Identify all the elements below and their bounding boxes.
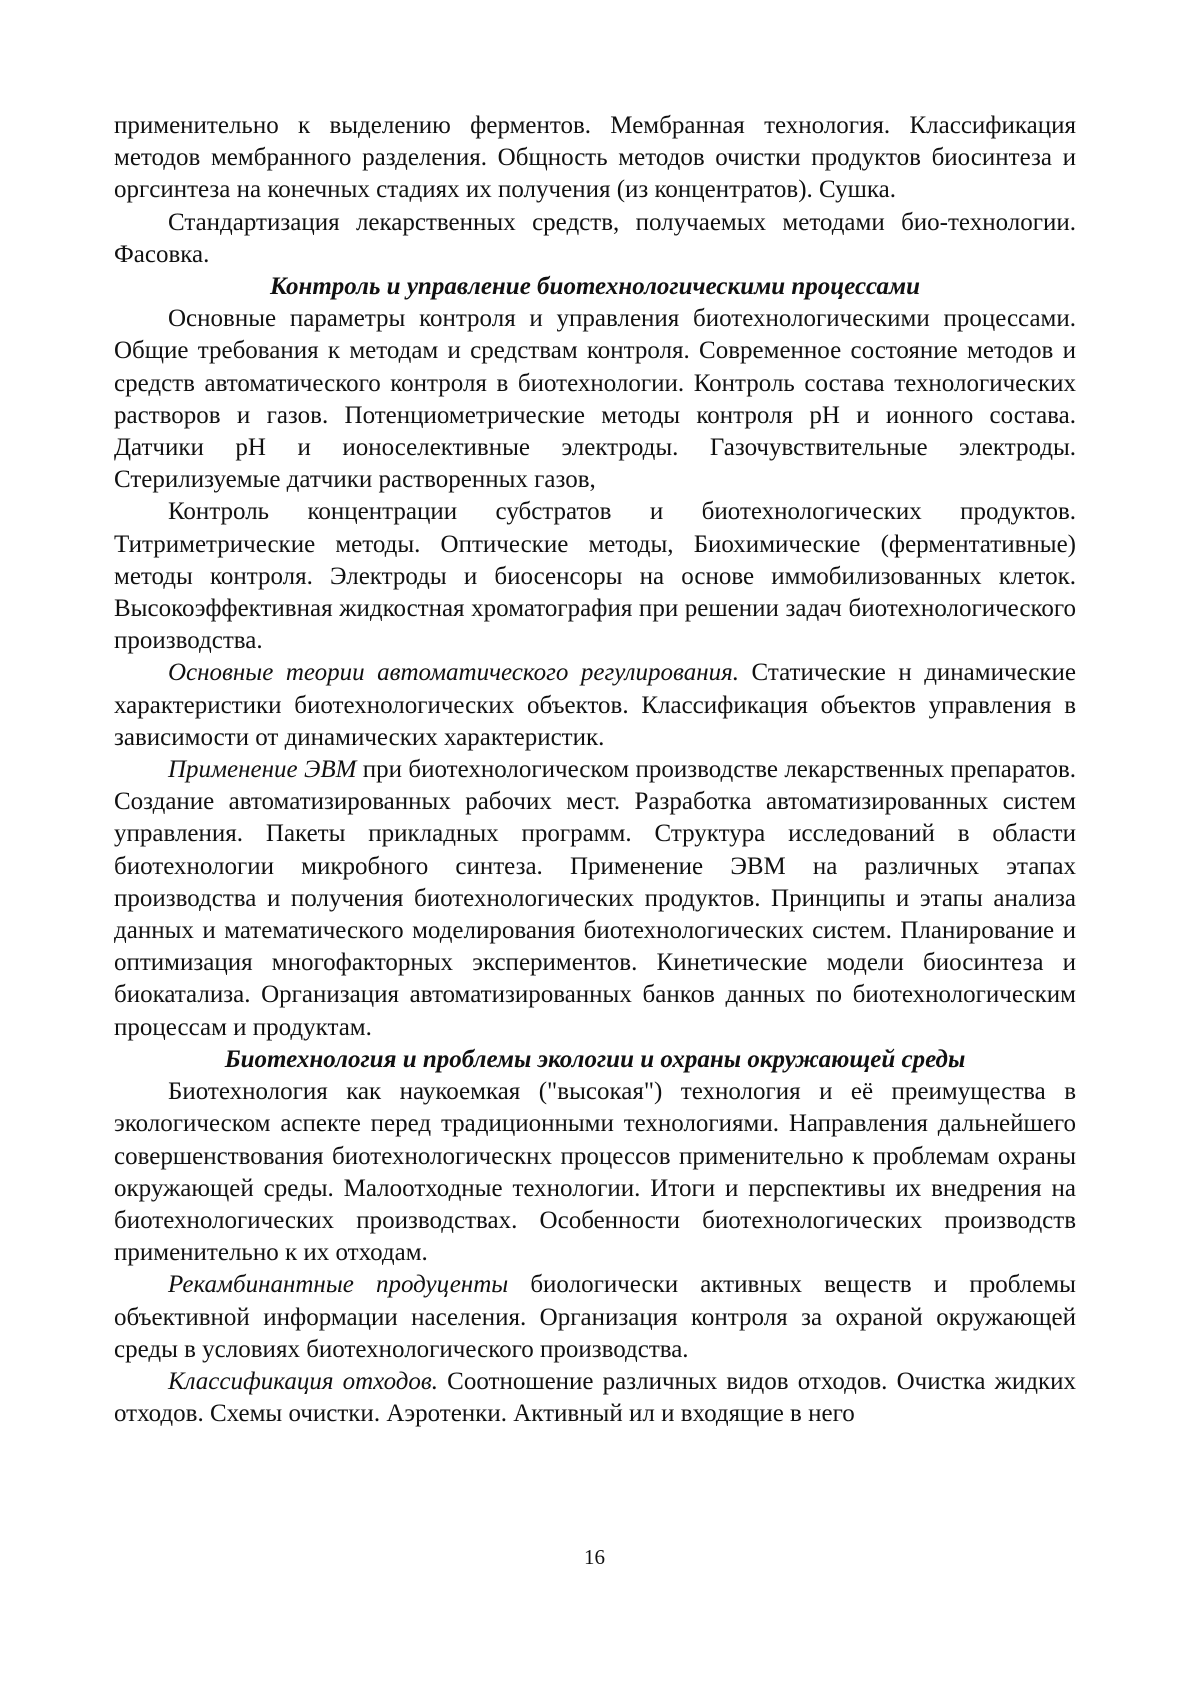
page-number: 16 <box>584 1545 605 1569</box>
paragraph-regulation-theory-text: Статические н динамические характеристики биотехнологических объектов. Классификация объектов управления в зависимости от динамических характеристик. <box>114 659 1076 751</box>
emphasis-regulation-theory: Основные теории автоматического регулирования. <box>168 659 740 687</box>
emphasis-recombinant: Рекамбинантные продуценты <box>168 1271 509 1299</box>
paragraph-recombinant-text: биологически активных веществ и проблемы объективной информации населения. Организация контроля за охраной окружающей среды в условиях биотехнологического производства. <box>114 1271 1076 1363</box>
paragraph-computer-use-text: при биотехнологическом производстве лекарственных препаратов. Создание автоматизированных рабочих мест. Разработка автоматизированных систем управления. Пакеты прикладных программ. Структура исследований в области биотехнологии микробного синтеза. Применение ЭВМ на различных этапах производства и получения биотехнологических продуктов. Принципы и этапы анализа данных и математического моделирования биотехнологических систем. Планирование и оптимизация многофакторных экспериментов. Кинетические модели биосинтеза и биокатализа. Организация автоматизированных банков данных по биотехнологическим процессам и продуктам. <box>114 756 1076 1041</box>
section-heading-control: Контроль и управление биотехнологическими процессами <box>269 273 921 301</box>
paragraph-regulation-theory <box>114 657 1076 754</box>
paragraph-standardization: Стандартизация лекарственных средств, получаемых методами био-технологии. Фасовка. <box>114 208 1076 268</box>
paragraph-enzyme-isolation: применительно к выделению ферментов. Мембранная технология. Классификация методов мембранного разделения. Общность методов очистки продуктов биосинтеза и оргсинтеза на конечных стадиях их получения (из концентратов). Сушка. <box>114 112 1076 204</box>
paragraph-waste-classification <box>114 1366 1076 1430</box>
paragraph-substrate-control: Контроль концентрации субстратов и биотехнологических продуктов. Титриметрические методы. Оптические методы, Биохимические (ферментативные) методы контроля. Электроды и биосенсоры на основе иммобилизованных клеток. Высокоэффективная жидкостная хроматография при решении задач биотехнологического производства. <box>114 498 1076 655</box>
section-heading-ecology: Биотехнология и проблемы экологии и охраны окружающей среды <box>224 1045 966 1073</box>
emphasis-waste-classification: Классификация отходов. <box>168 1367 439 1395</box>
paragraph-recombinant <box>114 1269 1076 1366</box>
paragraph-high-tech: Биотехнология как наукоемкая ("высокая") технология и её преимущества в экологическом аспекте перед традиционными технологиями. Направления дальнейшего совершенствования биотехнологическнх процессов применительно к проблемам охраны окружающей среды. Малоотходные технологии. Итоги и перспективы их внедрения на биотехнологических производствах. Особенности биотехнологических производств применительно к их отходам. <box>114 1078 1076 1267</box>
page-content <box>114 110 1076 1430</box>
emphasis-computer-use: Применение ЭВМ <box>168 756 357 784</box>
paragraph-control-parameters: Основные параметры контроля и управления биотехнологическими процессами. Общие требования к методам и средствам контроля. Современное состояние методов и средств автоматического контроля в биотехнологии. Контроль состава технологических растворов и газов. Потенциометрические методы контроля рН и ионного состава. Датчики рН и ионоселективные электроды. Газочувствительные электроды. Стерилизуемые датчики растворенных газов, <box>114 305 1076 494</box>
paragraph-computer-use <box>114 754 1076 1044</box>
paragraph-waste-classification-text: Соотношение различных видов отходов. Очистка жидких отходов. Схемы очистки. Аэротенки. Активный ил и входящие в него <box>114 1367 1076 1428</box>
